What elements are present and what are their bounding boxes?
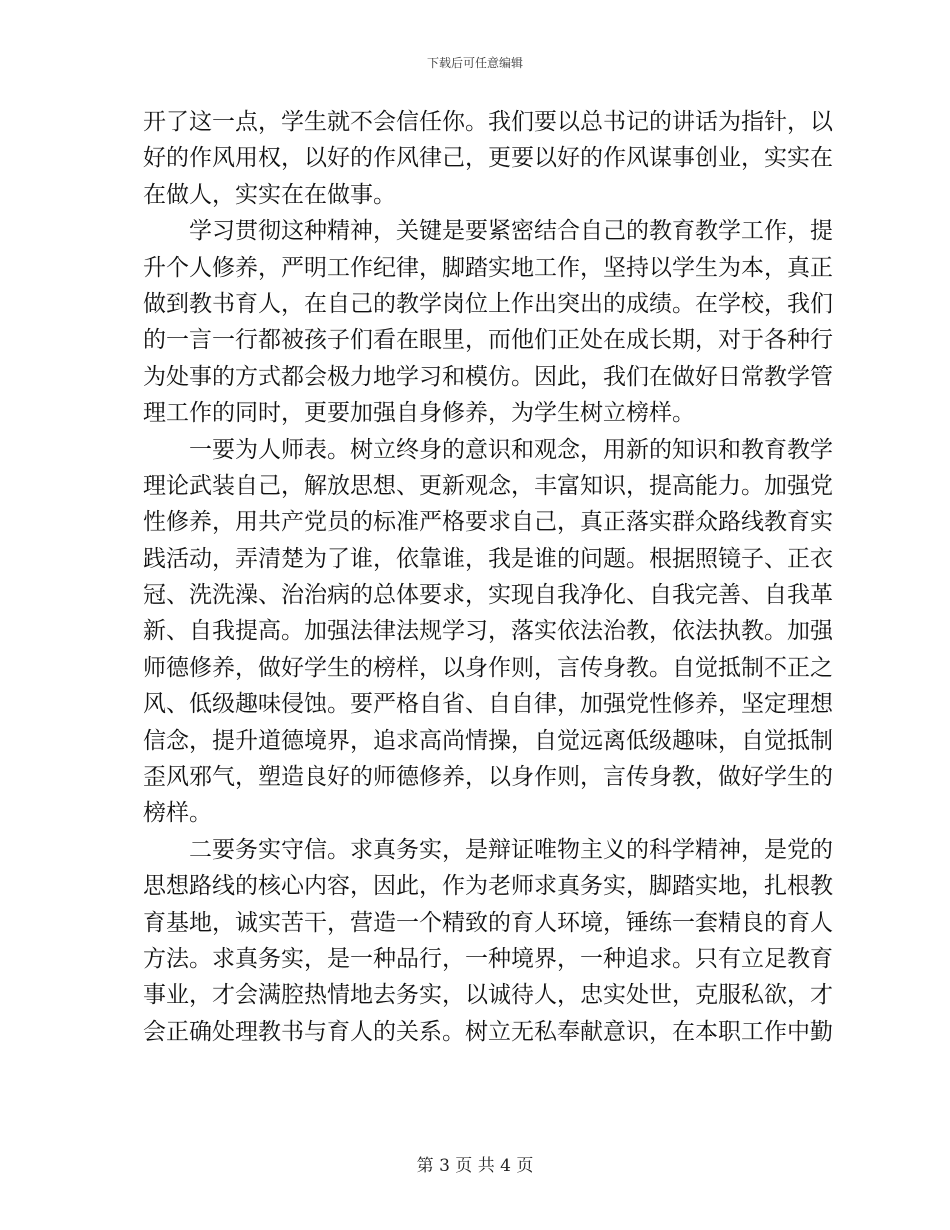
text-line: 在做人，实实在在做事。 <box>143 181 396 208</box>
text-line: 践活动，弄清楚为了谁，依靠谁，我是谁的问题。根据照镜子、正衣 <box>143 545 833 572</box>
page-header: 下载后可任意编辑 <box>426 56 523 70</box>
text-line: 歪风邪气，塑造良好的师德修养，以身作则，言传身教，做好学生的 <box>143 764 833 791</box>
text-line: 榜样。 <box>143 800 212 827</box>
text-line: 事业，才会满腔热情地去务实，以诚待人，忠实处世，克服私欲，才 <box>143 982 833 1009</box>
text-line: 方法。求真务实，是一种品行，一种境界，一种追求。只有立足教育 <box>143 945 833 972</box>
text-line: 风、低级趣味侵蚀。要严格自省、自自律，加强党性修养，坚定理想 <box>143 691 833 718</box>
text-line: 冠、洗洗澡、治治病的总体要求，实现自我净化、自我完善、自我革 <box>143 582 833 609</box>
text-line: 学习贯彻这种精神，关键是要紧密结合自己的教育教学工作，提 <box>189 218 833 245</box>
text-line: 理论武装自己，解放思想、更新观念，丰富知识，提高能力。加强党 <box>143 472 833 499</box>
text-line: 理工作的同时，更要加强自身修养，为学生树立榜样。 <box>143 400 695 427</box>
text-line: 会正确处理教书与育人的关系。树立无私奉献意识，在本职工作中勤 <box>143 1018 833 1045</box>
text-line: 一要为人师表。树立终身的意识和观念，用新的知识和教育教学 <box>189 436 833 463</box>
page-number: 第 3 页 共 4 页 <box>416 1156 534 1176</box>
text-line: 开了这一点，学生就不会信任你。我们要以总书记的讲话为指针，以 <box>143 109 833 135</box>
text-line: 二要务实守信。求真务实，是辩证唯物主义的科学精神，是党的 <box>189 836 833 863</box>
text-line: 为处事的方式都会极力地学习和模仿。因此，我们在做好日常教学管 <box>143 363 833 390</box>
text-line: 做到教书育人，在自己的教学岗位上作出突出的成绩。在学校，我们 <box>143 290 833 317</box>
document-body <box>143 104 833 1050</box>
text-line: 新、自我提高。加强法律法规学习，落实依法治教，依法执教。加强 <box>143 618 833 645</box>
text-line: 师德修养，做好学生的榜样，以身作则，言传身教。自觉抵制不正之 <box>143 654 833 681</box>
text-line: 的一言一行都被孩子们看在眼里，而他们正处在成长期，对于各种行 <box>143 327 833 354</box>
text-line: 升个人修养，严明工作纪律，脚踏实地工作，坚持以学生为本，真正 <box>143 254 833 281</box>
text-line: 思想路线的核心内容，因此，作为老师求真务实，脚踏实地，扎根教 <box>143 873 833 900</box>
text-line: 好的作风用权，以好的作风律己，更要以好的作风谋事创业，实实在 <box>143 145 833 172</box>
text-line: 信念，提升道德境界，追求高尚情操，自觉远离低级趣味，自觉抵制 <box>143 727 833 754</box>
text-line: 育基地，诚实苦干，营造一个精致的育人环境，锤练一套精良的育人 <box>143 909 833 936</box>
text-line: 性修养，用共产党员的标准严格要求自己，真正落实群众路线教育实 <box>143 509 833 536</box>
